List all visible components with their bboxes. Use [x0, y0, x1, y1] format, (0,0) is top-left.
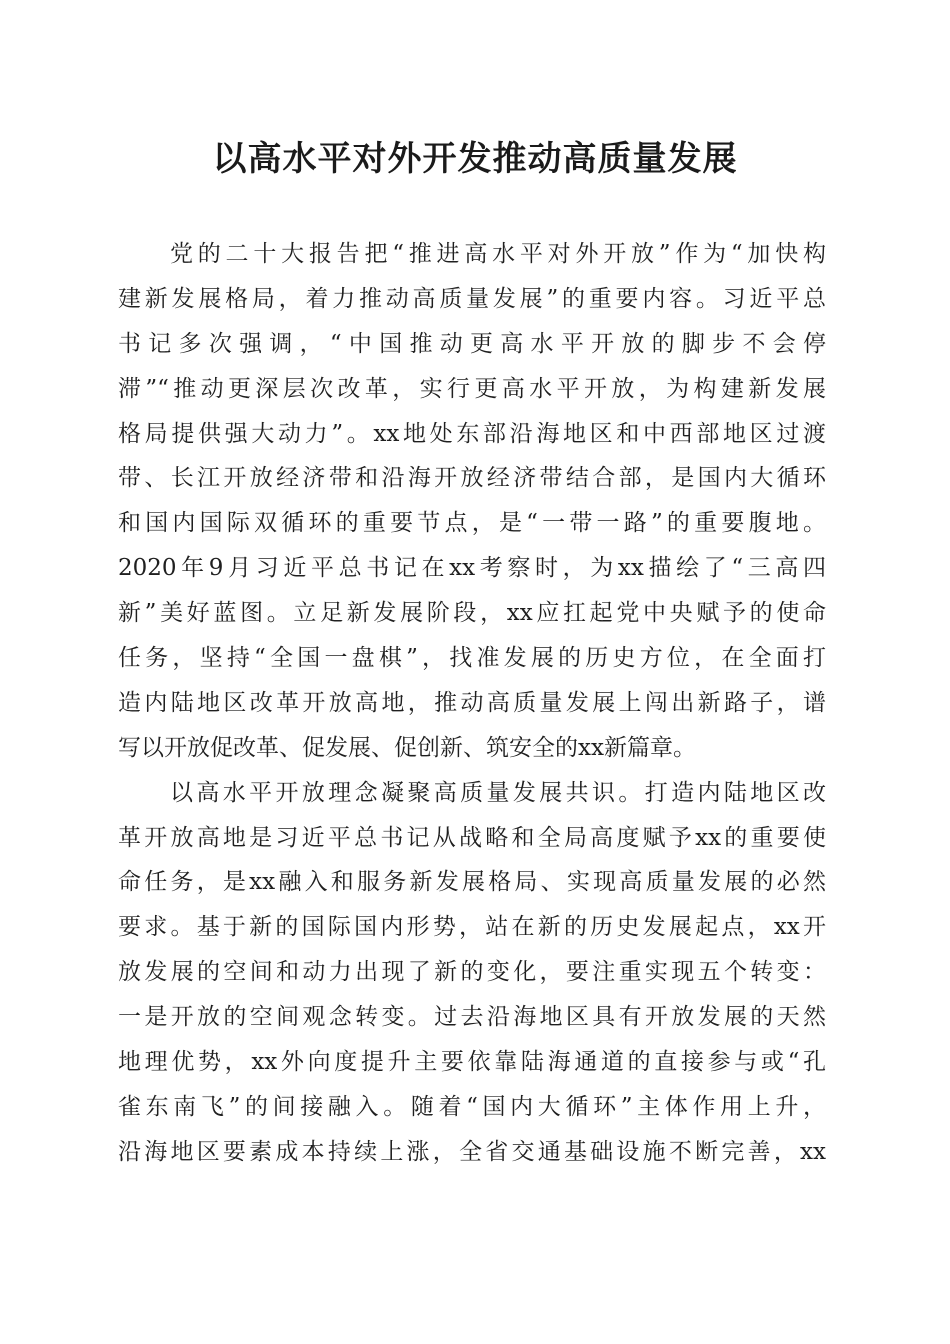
paragraph-1-line-4: 滞”“推动更深层次改革，实行更高水平开放，为构建新发展: [118, 375, 826, 402]
paragraph-2-line-1: 以高水平开放理念凝聚高质量发展共识。打造内陆地区改: [170, 779, 826, 806]
document-body: [118, 232, 826, 1175]
paragraph-1-line-8: 2020年9月习近平总书记在xx考察时，为xx描绘了“三高四: [118, 555, 826, 582]
paragraph-2-line-2: 革开放高地是习近平总书记从战略和全局高度赋予xx的重要使: [118, 824, 826, 851]
paragraph-1-line-1: 党的二十大报告把“推进高水平对外开放”作为“加快构: [170, 241, 826, 267]
paragraph-1-line-5: 格局提供强大动力”。xx地处东部沿海地区和中西部地区过渡: [118, 420, 826, 447]
document-title: 以高水平对外开发推动高质量发展: [212, 139, 738, 179]
paragraph-1-line-3: 书记多次强调，“中国推动更高水平开放的脚步不会停: [118, 330, 826, 357]
paragraph-1-line-6: 带、长江开放经济带和沿海开放经济带结合部，是国内大循环: [118, 465, 826, 492]
paragraph-2-line-4: 要求。基于新的国际国内形势，站在新的历史发展起点，xx开: [118, 914, 826, 941]
paragraph-2-line-5: 放发展的空间和动力出现了新的变化，要注重实现五个转变：: [118, 959, 826, 986]
paragraph-1-line-11: 造内陆地区改革开放高地，推动高质量发展上闯出新路子，谱: [118, 689, 826, 716]
paragraph-1-line-9: 新”美好蓝图。立足新发展阶段，xx应扛起党中央赋予的使命: [118, 600, 826, 627]
paragraph-2-line-9: 沿海地区要素成本持续上涨，全省交通基础设施不断完善，xx: [118, 1138, 826, 1165]
paragraph-2-line-7: 地理优势，xx外向度提升主要依靠陆海通道的直接参与或“孔: [118, 1049, 826, 1076]
paragraph-2-line-6: 一是开放的空间观念转变。过去沿海地区具有开放发展的天然: [118, 1004, 826, 1031]
paragraph-1-line-12: 写以开放促改革、促发展、促创新、筑安全的xx新篇章。: [118, 734, 696, 761]
paragraph-1-line-7: 和国内国际双循环的重要节点，是“一带一路”的重要腹地。: [118, 510, 826, 537]
paragraph-2-line-3: 命任务，是xx融入和服务新发展格局、实现高质量发展的必然: [118, 869, 826, 896]
paragraph-1-line-10: 任务，坚持“全国一盘棋”，找准发展的历史方位，在全面打: [118, 645, 826, 672]
paragraph-1-line-2: 建新发展格局，着力推动高质量发展”的重要内容。习近平总: [118, 285, 826, 312]
paragraph-2-line-8: 雀东南飞”的间接融入。随着“国内大循环”主体作用上升，: [118, 1093, 826, 1120]
